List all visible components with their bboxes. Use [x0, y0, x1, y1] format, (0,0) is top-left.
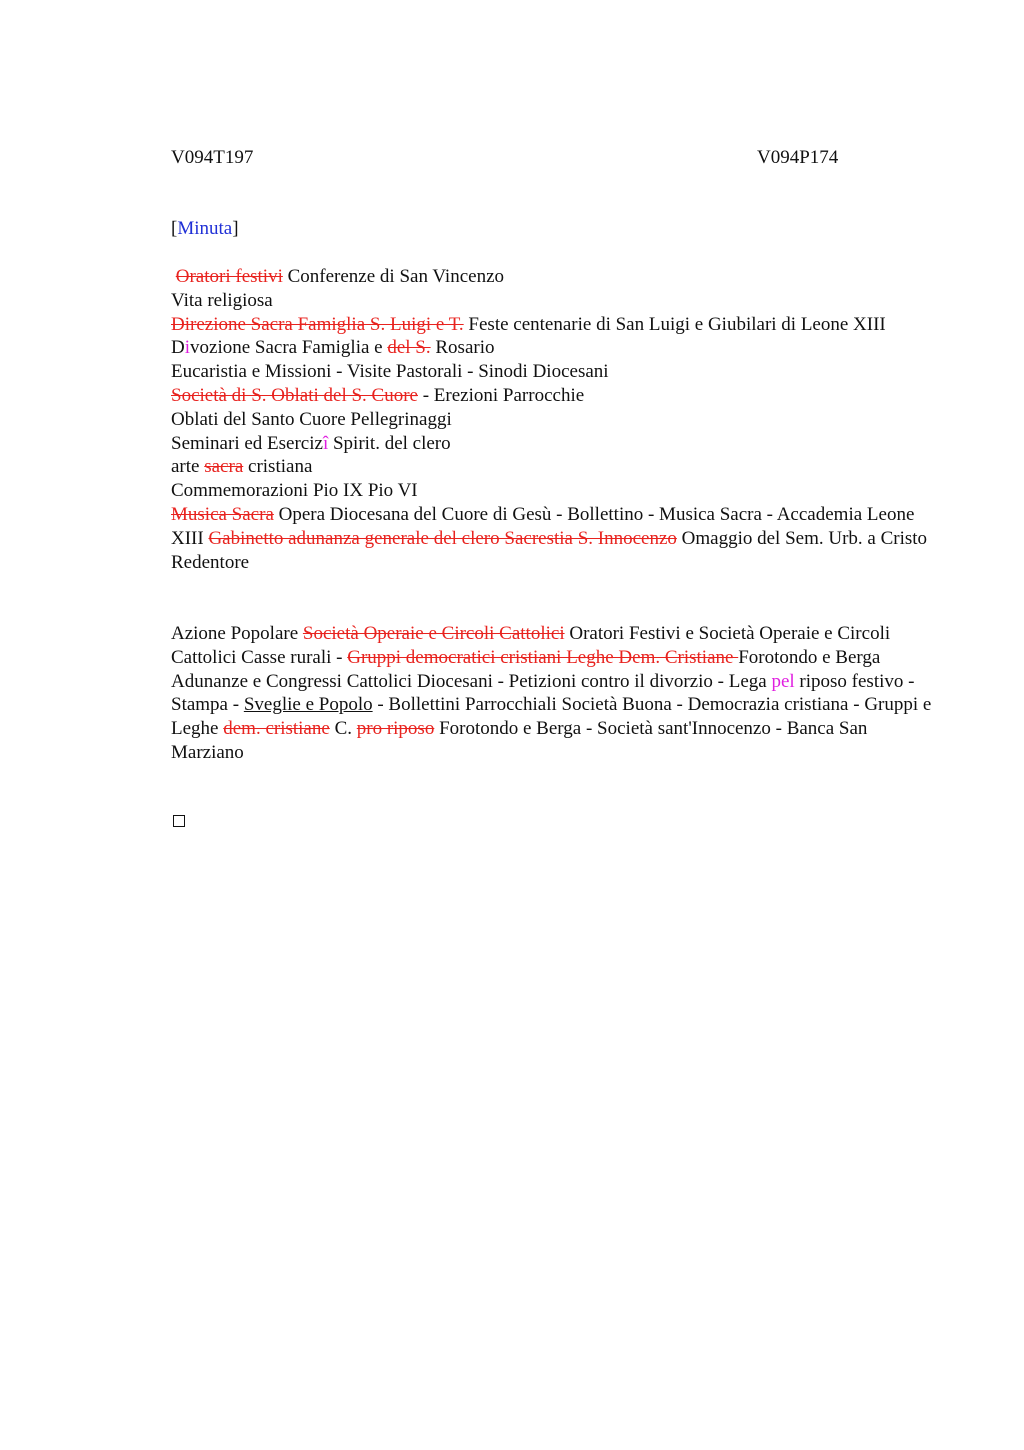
deleted-text: Società di S. Oblati del S. Cuore: [171, 384, 418, 406]
deleted-text: pro riposo: [356, 718, 435, 740]
line-text: Oblati del Santo Cuore Pellegrinaggi: [171, 408, 452, 430]
inserted-text: pel: [771, 670, 795, 692]
inserted-text: î: [322, 432, 329, 454]
deleted-text: Gabinetto adunanza generale del clero Sacrestia S. Innocenzo: [208, 527, 677, 549]
line-text: Forotondo e Berga: [738, 646, 881, 668]
topic-line: [171, 265, 941, 289]
right-code: V094P174: [757, 147, 839, 168]
left-code: V094T197: [171, 147, 254, 168]
topic-line: [171, 384, 941, 408]
label-bracket-open: [: [171, 218, 178, 239]
topics-list: [171, 265, 941, 574]
line-text: Eucaristia e Missioni - Visite Pastorali - Sinodi Diocesani: [171, 361, 609, 383]
label-bracket-close: ]: [232, 218, 239, 239]
paragraph: [171, 670, 941, 765]
line-text: Opera Diocesana del Cuore di Gesù - Bollettino - Musica Sacra - Accademia Leone XIII: [171, 503, 915, 549]
topic-line: [171, 360, 941, 384]
topic-line: [171, 313, 941, 337]
deleted-text: dem. cristiane: [223, 718, 330, 740]
deleted-text: Gruppi democratici cristiani Leghe Dem. Cristiane: [347, 646, 739, 668]
deleted-text: Oratori festivi: [175, 266, 283, 287]
line-text: Spirit. del clero: [328, 432, 451, 454]
topic-line: [171, 479, 941, 503]
line-text: Adunanze e Congressi Cattolici Diocesani - Petizioni contro il divorzio - Lega: [171, 670, 772, 692]
topic-line: [171, 289, 941, 313]
line-text: arte: [171, 456, 205, 478]
line-text: Oratori Festivi e Società Operaie e Circoli Cattolici Casse rurali -: [171, 623, 891, 668]
line-text: Commemorazioni Pio IX Pio VI: [171, 480, 418, 502]
topic-line: [171, 455, 941, 479]
topic-line: [171, 408, 941, 432]
square-outline-icon: [173, 815, 185, 827]
line-text: D: [171, 337, 185, 359]
line-text: - Erezioni Parrocchie: [417, 384, 585, 406]
deleted-text: Società Operaie e Circoli Cattolici: [302, 623, 565, 644]
label-text: Minuta: [177, 218, 233, 239]
deleted-text: Direzione Sacra Famiglia S. Luigi e T.: [171, 313, 464, 335]
document-label: [171, 217, 239, 241]
deleted-text: del S.: [387, 337, 431, 359]
line-text: Seminari ed Eserciz: [171, 432, 323, 454]
paragraph: [171, 622, 941, 670]
line-text: cristiana: [243, 456, 313, 478]
line-text: vozione Sacra Famiglia e: [190, 337, 388, 359]
topic-line: [171, 336, 941, 360]
line-text: Conferenze di San Vincenzo: [282, 266, 505, 287]
line-text: Omaggio del Sem. Urb. a Cristo Redentore: [171, 527, 928, 573]
line-text: - Bollettini Parrocchiali Società Buona - Democrazia cristiana - Gruppi e Leghe: [171, 694, 932, 740]
deleted-text: Musica Sacra: [171, 503, 274, 525]
topic-line: [171, 432, 941, 456]
line-text: Vita religiosa: [171, 289, 273, 311]
deleted-text: sacra: [204, 456, 244, 478]
underlined-text: Sveglie e Popolo: [243, 694, 373, 716]
topic-line: [171, 503, 941, 574]
action-paragraphs: [171, 622, 941, 765]
line-text: Feste centenarie di San Luigi e Giubilari di Leone XIII: [463, 313, 886, 335]
line-text: Azione Popolare: [171, 623, 303, 644]
line-text: Forotondo e Berga - Società sant'Innocenzo - Banca San Marziano: [171, 718, 868, 763]
line-text: C.: [329, 718, 357, 740]
inserted-text: i: [184, 337, 191, 359]
line-text: riposo festivo - Stampa -: [171, 670, 915, 716]
line-text: Rosario: [430, 337, 495, 359]
